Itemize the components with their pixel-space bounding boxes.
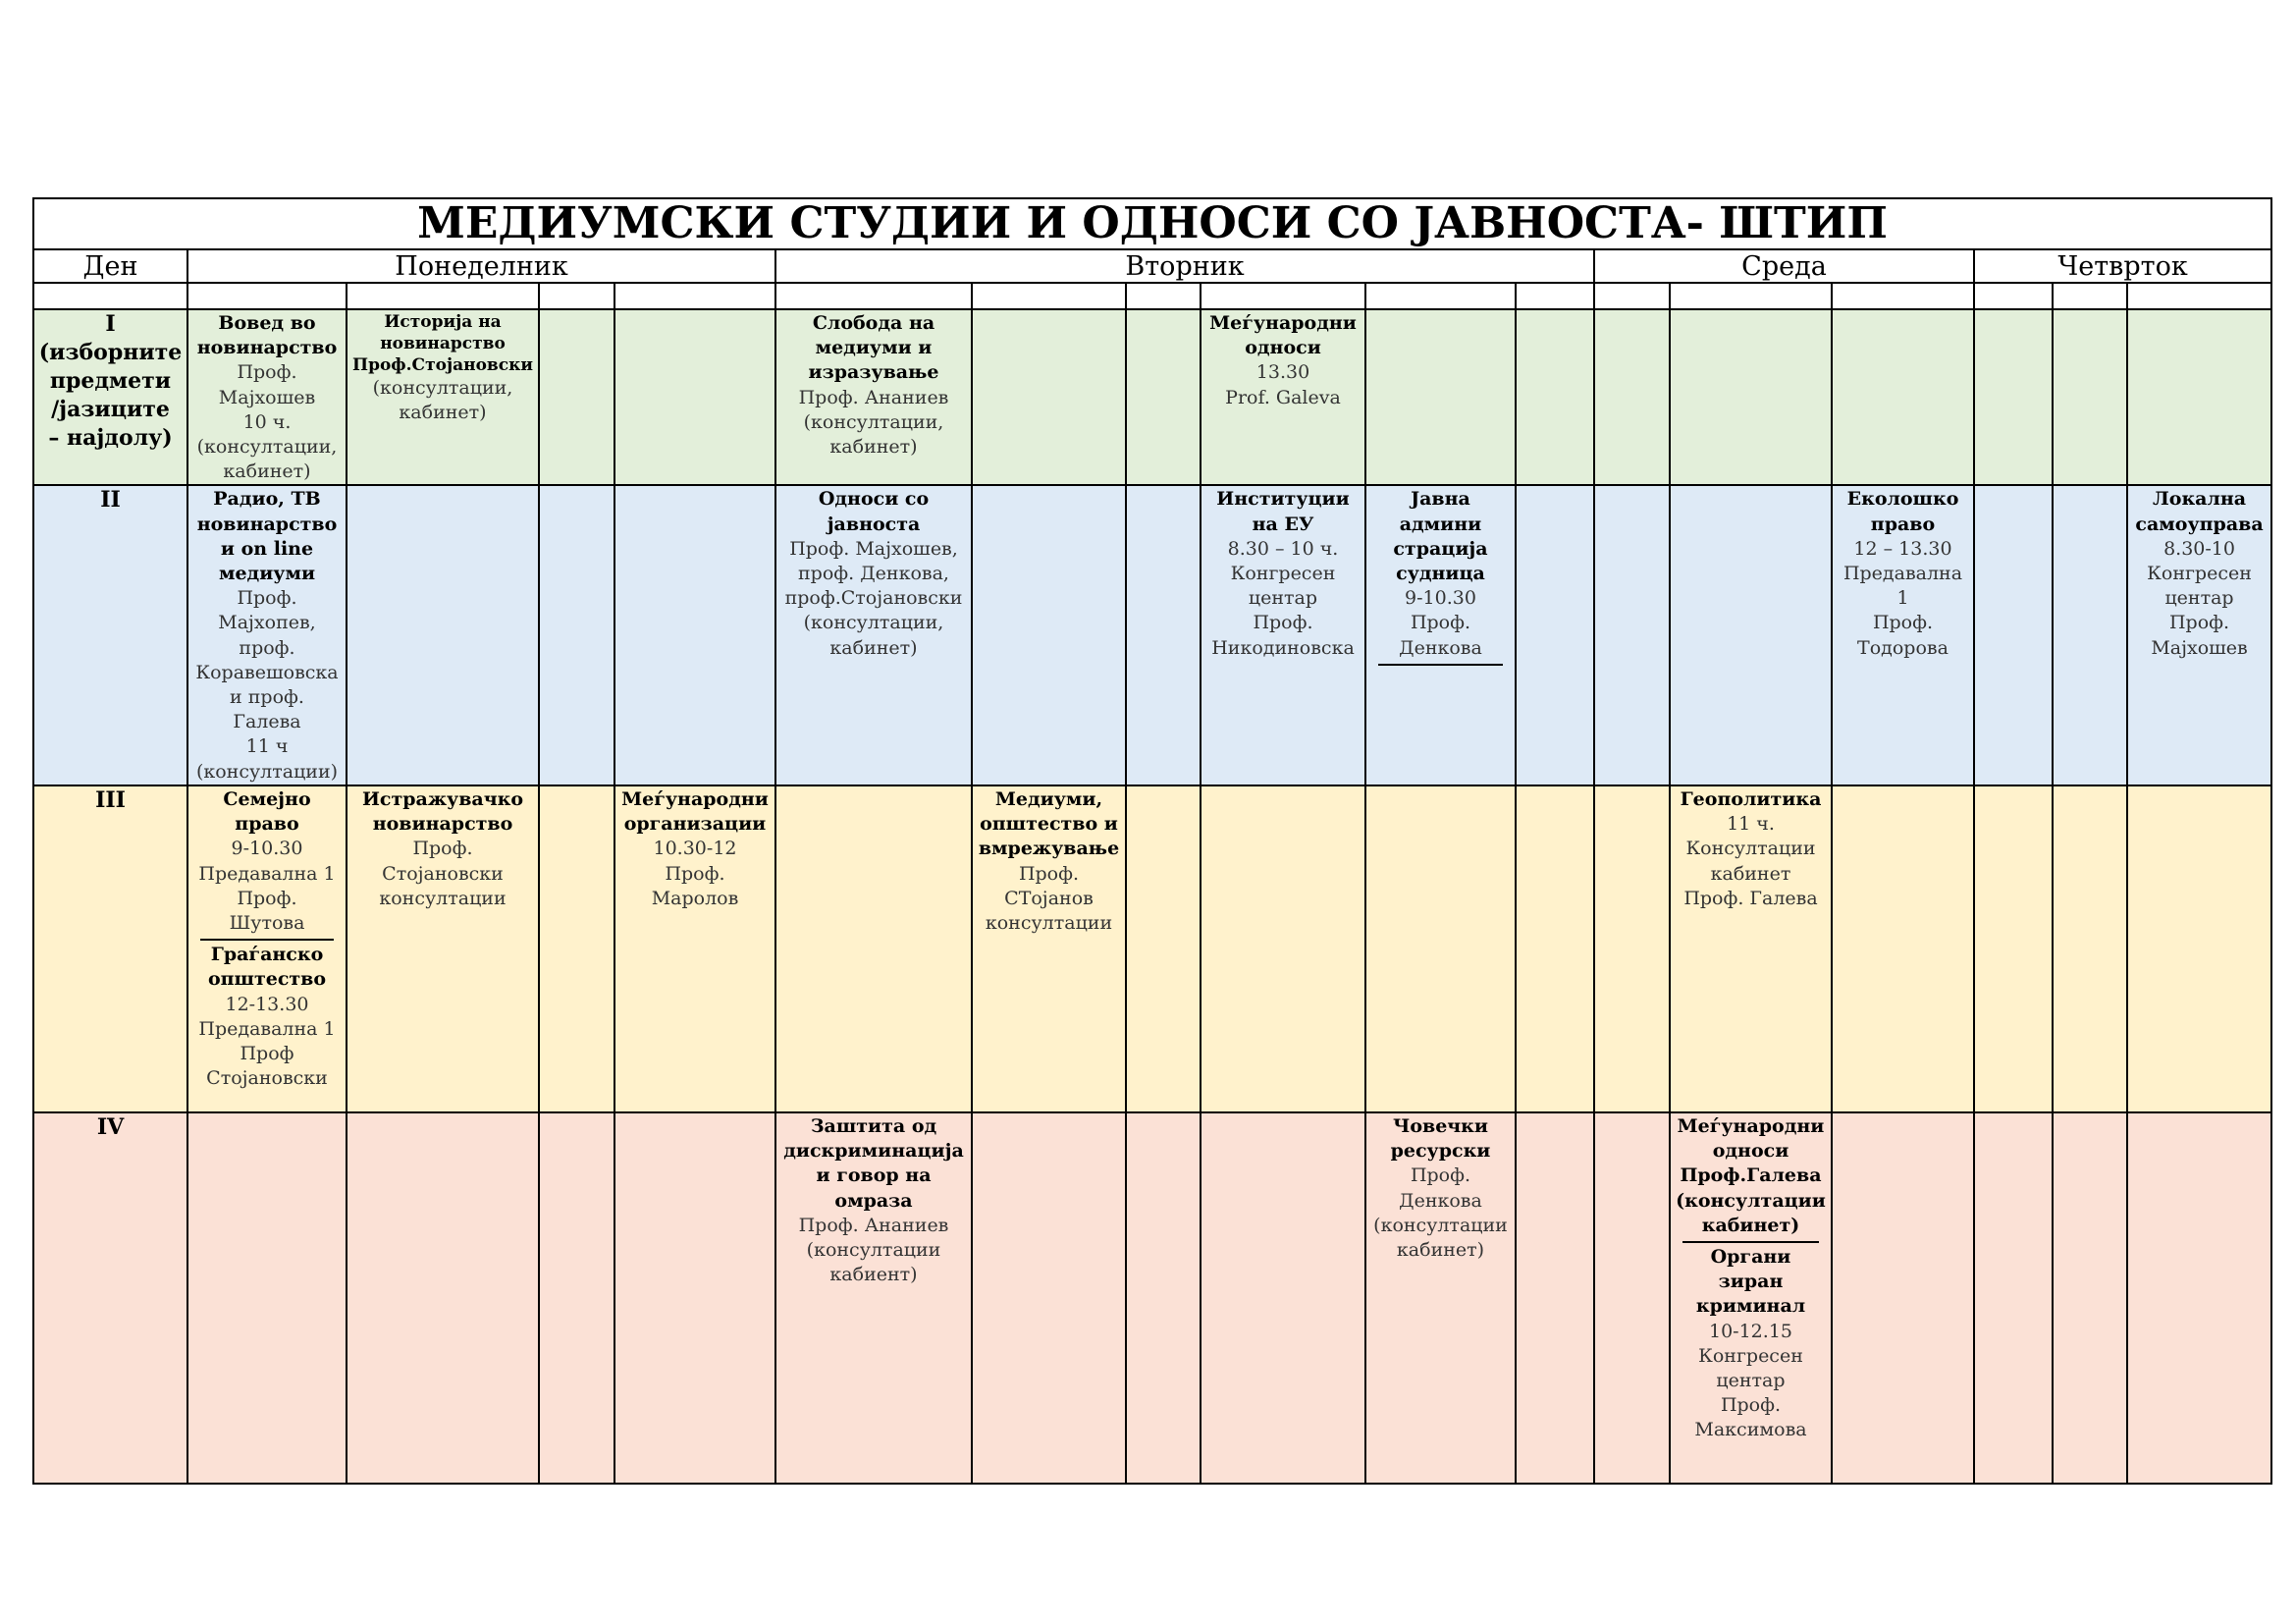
course-name: Медиуми, општество и вмрежување bbox=[978, 787, 1120, 860]
year-row bbox=[33, 785, 2271, 1112]
empty-cell bbox=[2053, 485, 2127, 785]
course-name: Меѓународни односи bbox=[1209, 312, 1357, 359]
empty-cell bbox=[614, 1112, 775, 1484]
empty-cell bbox=[972, 309, 1126, 485]
empty-cell bbox=[1516, 1112, 1594, 1484]
empty-cell bbox=[2127, 283, 2271, 309]
course-name: Меѓународни односи Проф.Галева (консултации кабинет) bbox=[1676, 1114, 1826, 1236]
page-title: МЕДИУМСКИ СТУДИИ И ОДНОСИ СО ЈАВНОСТА- ШТИП bbox=[33, 198, 2271, 249]
course-cell bbox=[1670, 785, 1832, 1112]
course-name: Вовед во новинарство bbox=[196, 312, 338, 359]
empty-cell bbox=[33, 283, 187, 309]
empty-cell bbox=[1974, 485, 2053, 785]
course-name: Локална самоуправа bbox=[2135, 488, 2264, 535]
course-name: Заштита од дискриминација и говор на омраза bbox=[783, 1114, 964, 1212]
empty-cell bbox=[614, 485, 775, 785]
course-cell bbox=[1201, 485, 1365, 785]
year-row bbox=[33, 485, 2271, 785]
empty-cell bbox=[1126, 309, 1201, 485]
empty-cell bbox=[614, 309, 775, 485]
course-name: Еколошко право bbox=[1846, 488, 1959, 535]
course-name: Граѓанско општество bbox=[207, 944, 327, 991]
empty-cell bbox=[187, 283, 347, 309]
empty-cell bbox=[1126, 283, 1201, 309]
empty-cell bbox=[1832, 785, 1974, 1112]
empty-cell bbox=[1974, 309, 2053, 485]
empty-cell bbox=[539, 283, 614, 309]
empty-cell bbox=[775, 283, 972, 309]
empty-cell bbox=[2127, 309, 2271, 485]
subheader-row bbox=[33, 283, 2271, 309]
course-details: 12 – 13.30 Предавална 1 Проф. Тодорова bbox=[1842, 537, 1963, 659]
empty-cell bbox=[1126, 1112, 1201, 1484]
course-details: Проф. Ананиев (консултации, кабинет) bbox=[798, 386, 949, 459]
empty-cell bbox=[539, 485, 614, 785]
course-name: Човечки ресурски bbox=[1390, 1114, 1491, 1163]
course-name: Органи зиран криминал bbox=[1695, 1245, 1806, 1318]
empty-cell bbox=[1516, 485, 1594, 785]
empty-cell bbox=[1201, 785, 1365, 1112]
course-cell bbox=[1201, 309, 1365, 485]
empty-cell bbox=[1126, 785, 1201, 1112]
course-cell bbox=[187, 309, 347, 485]
course-details: 11 ч. Консултации кабинет Проф. Галева bbox=[1683, 813, 1818, 909]
course-cell bbox=[1365, 485, 1516, 785]
empty-cell bbox=[614, 283, 775, 309]
course-cell bbox=[775, 485, 972, 785]
empty-cell bbox=[1126, 485, 1201, 785]
schedule-table bbox=[32, 197, 2272, 1485]
empty-cell bbox=[2127, 785, 2271, 1112]
empty-cell bbox=[347, 283, 539, 309]
day-header-row bbox=[33, 249, 2271, 283]
course-name: Радио, ТВ новинарство и on line медиуми bbox=[196, 488, 338, 585]
course-details: Проф. Мајхопев, проф. Коравешовска и проф. Галева 11 ч (консултации) bbox=[195, 587, 339, 783]
course-cell bbox=[1365, 1112, 1516, 1484]
course-name: Меѓународни организации bbox=[621, 787, 769, 836]
course-cell bbox=[2127, 485, 2271, 785]
empty-cell bbox=[1201, 1112, 1365, 1484]
course-cell bbox=[187, 485, 347, 785]
empty-cell bbox=[1974, 283, 2053, 309]
course-details: 8.30 – 10 ч. Конгресен центар Проф. Никодиновска bbox=[1211, 537, 1355, 659]
empty-cell bbox=[2053, 1112, 2127, 1484]
course-cell bbox=[187, 785, 347, 1112]
empty-cell bbox=[1365, 785, 1516, 1112]
year-label: I (изборните предмети /јазиците – најдолу) bbox=[33, 309, 187, 485]
course-details: 8.30-10 Конгресен центар Проф. Мајхошев bbox=[2147, 537, 2252, 659]
course-cell bbox=[614, 785, 775, 1112]
course-name: Геополитика bbox=[1680, 787, 1822, 810]
empty-cell bbox=[1201, 283, 1365, 309]
empty-cell bbox=[1832, 283, 1974, 309]
empty-cell bbox=[1594, 485, 1670, 785]
course-name: Историја на новинарство Проф.Стојановски bbox=[352, 312, 533, 375]
empty-cell bbox=[1832, 1112, 1974, 1484]
course-details: Проф. Денкова (консултации кабинет) bbox=[1373, 1164, 1508, 1261]
empty-cell bbox=[1974, 1112, 2053, 1484]
empty-cell bbox=[539, 309, 614, 485]
empty-cell bbox=[775, 785, 972, 1112]
empty-cell bbox=[1974, 785, 2053, 1112]
course-details: (консултации, кабинет) bbox=[372, 377, 513, 424]
empty-cell bbox=[1365, 309, 1516, 485]
day-header-tuesday: Вторник bbox=[775, 249, 1594, 283]
empty-cell bbox=[1594, 283, 1670, 309]
course-details: Проф. Мајхошев, проф. Денкова, проф.Стојановски (консултации, кабинет) bbox=[784, 537, 963, 659]
course-cell bbox=[347, 785, 539, 1112]
year-label: II bbox=[33, 485, 187, 785]
empty-cell bbox=[1516, 283, 1594, 309]
course-details: 9-10.30 Проф. Денкова bbox=[1399, 587, 1482, 659]
empty-cell bbox=[1670, 283, 1832, 309]
empty-cell bbox=[539, 785, 614, 1112]
day-header-monday: Понеделник bbox=[187, 249, 775, 283]
empty-cell bbox=[2053, 309, 2127, 485]
divider bbox=[200, 939, 334, 941]
empty-cell bbox=[1594, 309, 1670, 485]
course-details: 12-13.30 Предавална 1 Проф Стојановски bbox=[198, 993, 336, 1090]
empty-cell bbox=[972, 485, 1126, 785]
day-header-wednesday: Среда bbox=[1594, 249, 1974, 283]
course-details: 10-12.15 Конгресен центар Проф. Максимова bbox=[1694, 1320, 1807, 1441]
empty-cell bbox=[1516, 785, 1594, 1112]
empty-cell bbox=[347, 485, 539, 785]
course-details: Проф. Мајхошев 10 ч. (консултации, кабинет) bbox=[196, 361, 338, 483]
empty-cell bbox=[347, 1112, 539, 1484]
course-name: Институции на ЕУ bbox=[1216, 488, 1350, 535]
empty-cell bbox=[1670, 309, 1832, 485]
empty-cell bbox=[187, 1112, 347, 1484]
day-column-header: Ден bbox=[33, 249, 187, 283]
course-name: Односи со јавноста bbox=[818, 488, 930, 535]
course-details: 9-10.30 Предавална 1 Проф. Шутова bbox=[198, 838, 336, 934]
course-cell bbox=[1832, 485, 1974, 785]
year-label: III bbox=[33, 785, 187, 1112]
course-details: 13.30 Prof. Galeva bbox=[1225, 361, 1341, 408]
course-cell bbox=[775, 309, 972, 485]
year-row bbox=[33, 1112, 2271, 1484]
empty-cell bbox=[1516, 309, 1594, 485]
course-name: Семејно право bbox=[223, 787, 311, 836]
empty-cell bbox=[1594, 1112, 1670, 1484]
empty-cell bbox=[1594, 785, 1670, 1112]
day-header-thursday: Четврток bbox=[1974, 249, 2271, 283]
empty-cell bbox=[972, 1112, 1126, 1484]
year-row bbox=[33, 309, 2271, 485]
course-details: Проф. Ананиев (консултации кабиент) bbox=[798, 1214, 949, 1286]
empty-cell bbox=[539, 1112, 614, 1484]
course-cell bbox=[1670, 1112, 1832, 1484]
empty-cell bbox=[1365, 283, 1516, 309]
course-details: Проф. СТојанов консултации bbox=[985, 862, 1113, 934]
course-name: Јавна админи страција судница bbox=[1393, 488, 1488, 585]
empty-cell bbox=[972, 283, 1126, 309]
empty-cell bbox=[2053, 785, 2127, 1112]
course-name: Слобода на медиуми и изразување bbox=[808, 312, 939, 384]
divider bbox=[1378, 664, 1503, 666]
course-name: Истражувачко новинарство bbox=[361, 787, 524, 836]
empty-cell bbox=[2127, 1112, 2271, 1484]
empty-cell bbox=[2053, 283, 2127, 309]
course-cell bbox=[775, 1112, 972, 1484]
course-cell bbox=[972, 785, 1126, 1112]
course-cell bbox=[347, 309, 539, 485]
course-details: Проф. Стојановски консултации bbox=[379, 838, 507, 909]
divider bbox=[1682, 1241, 1819, 1243]
year-label: IV bbox=[33, 1112, 187, 1484]
course-details: 10.30-12 Проф. Маролов bbox=[651, 838, 739, 909]
empty-cell bbox=[1832, 309, 1974, 485]
empty-cell bbox=[1670, 485, 1832, 785]
